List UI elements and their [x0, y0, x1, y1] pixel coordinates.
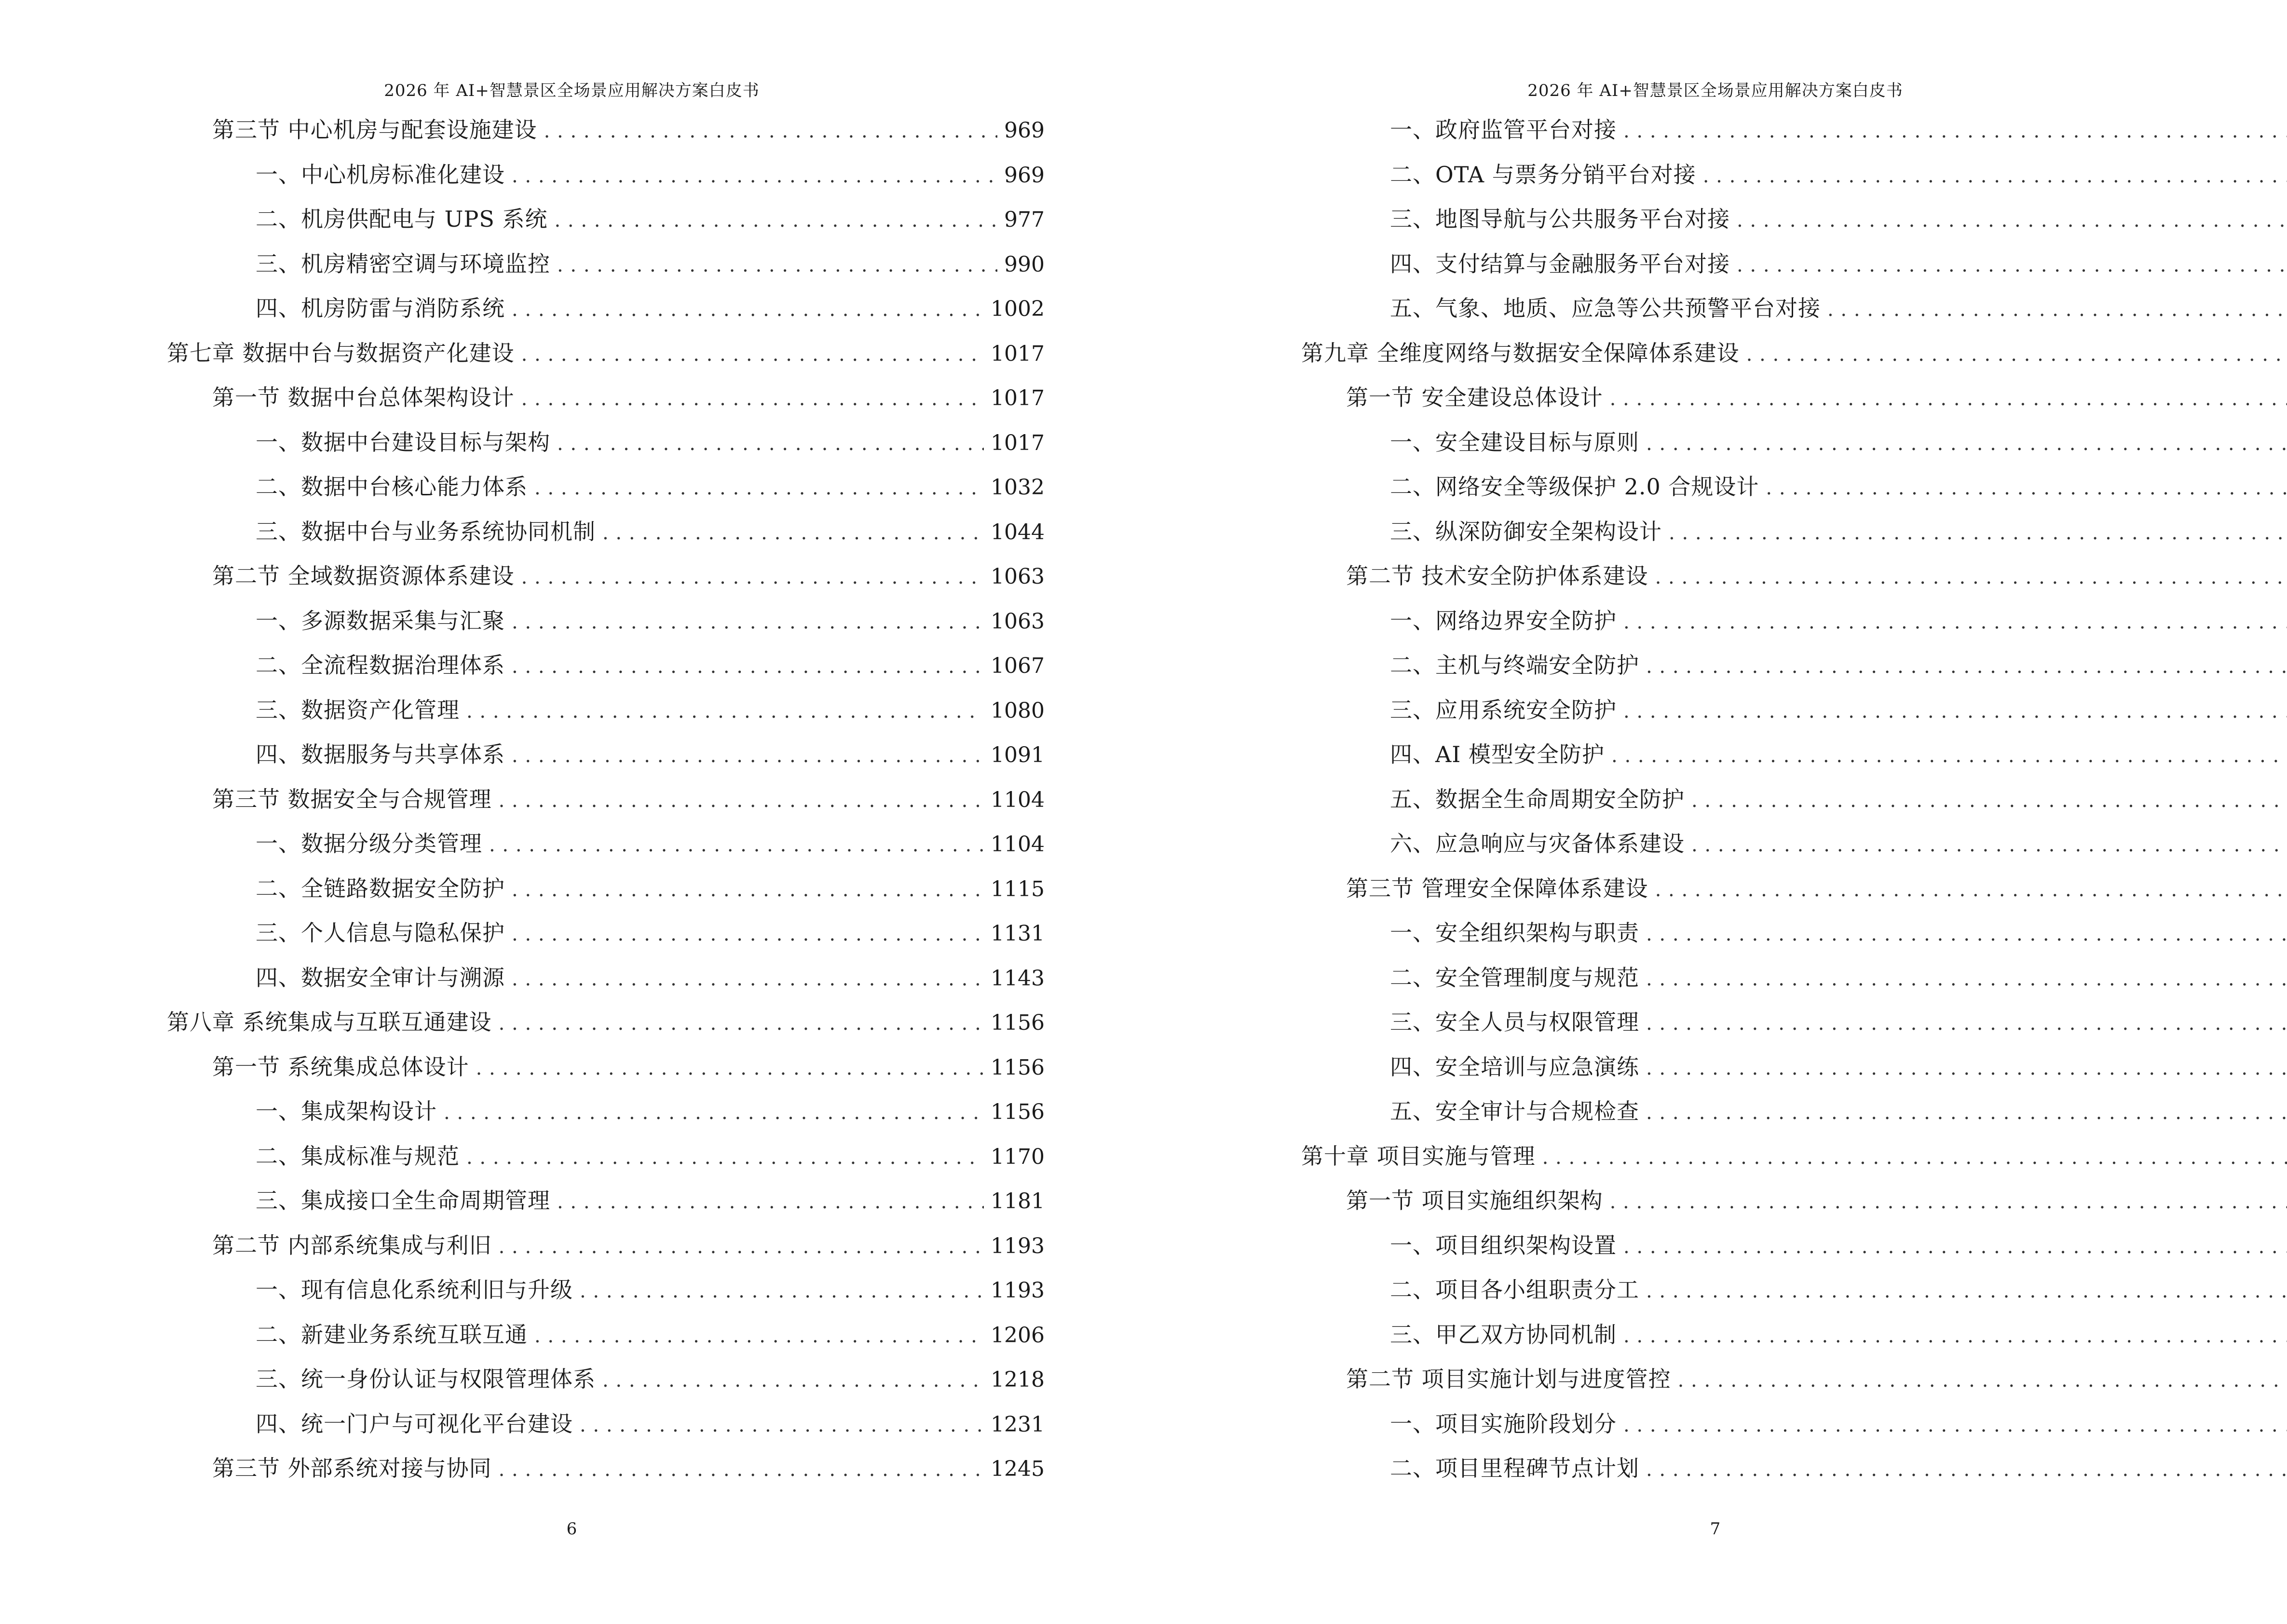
dot-leader: [1623, 1230, 2287, 1264]
toc-entry-item[interactable]: [1390, 1318, 2287, 1351]
toc-entry-title: 二、安全管理制度与规范: [1390, 964, 1639, 991]
dot-leader: [580, 1274, 984, 1308]
toc-entry-title: 三、数据资产化管理: [256, 696, 460, 723]
toc-entry-item[interactable]: [256, 1407, 1045, 1441]
dot-leader: [499, 1453, 984, 1487]
toc-entry-item[interactable]: [256, 827, 1045, 860]
toc-entry-title: 一、项目实施阶段划分: [1390, 1410, 1617, 1437]
dot-leader: [1623, 695, 2287, 728]
toc-entry-section[interactable]: [212, 559, 1045, 593]
toc-entry-title: 第二节 项目实施计划与进度管控: [1346, 1366, 1671, 1392]
toc-entry-chapter[interactable]: [167, 336, 1045, 370]
toc-entry-title: 一、多源数据采集与汇聚: [256, 607, 505, 634]
dot-leader: [557, 248, 997, 282]
toc-entry-item[interactable]: [1390, 515, 2287, 548]
toc-entry-title: 二、全链路数据安全防护: [256, 875, 505, 901]
toc-entry-item[interactable]: [1390, 1407, 2287, 1441]
dot-leader: [444, 1096, 984, 1130]
toc-entry-title: 三、数据中台与业务系统协同机制: [256, 518, 596, 545]
toc-entry-section[interactable]: [212, 381, 1045, 414]
toc-entry-title: 一、中心机房标准化建设: [256, 161, 505, 188]
toc-entry-item[interactable]: [256, 1184, 1045, 1217]
toc-entry-page-number: 1131: [991, 921, 1045, 946]
dot-leader: [534, 471, 984, 505]
toc-entry-section[interactable]: [212, 113, 1045, 147]
toc-entry-title: 第二节 内部系统集成与利旧: [212, 1232, 492, 1258]
toc-entry-section[interactable]: [1346, 559, 2287, 593]
dot-leader: [1646, 1453, 2287, 1487]
dot-leader: [499, 1007, 984, 1040]
toc-entry-item[interactable]: [256, 291, 1045, 325]
toc-entry-section[interactable]: [1346, 381, 2287, 414]
dot-leader: [1646, 1007, 2287, 1040]
toc-entry-page-number: 1156: [991, 1055, 1045, 1080]
dot-leader: [1542, 1141, 2287, 1174]
toc-entry-title: 一、安全组织架构与职责: [1390, 920, 1639, 946]
toc-entry-title: 第七章 数据中台与数据资产化建设: [167, 340, 515, 366]
toc-entry-title: 二、新建业务系统互联互通: [256, 1321, 528, 1348]
dot-leader: [1623, 1408, 2287, 1442]
toc-entry-item[interactable]: [1390, 202, 2287, 236]
toc-entry-title: 三、甲乙双方协同机制: [1390, 1321, 1617, 1348]
dot-leader: [1610, 1185, 2287, 1219]
dot-leader: [1655, 560, 2287, 594]
right-page: [1144, 0, 2287, 1624]
page-number: 6: [566, 1519, 577, 1539]
toc-entry-item[interactable]: [256, 961, 1045, 995]
dot-leader: [466, 695, 984, 728]
dot-leader: [521, 382, 984, 416]
page-number: 7: [1710, 1519, 1721, 1539]
toc-entry-item[interactable]: [1390, 827, 2287, 860]
toc-entry-item[interactable]: [1390, 1451, 2287, 1485]
toc-entry-page-number: 1017: [991, 386, 1045, 410]
toc-entry-title: 二、项目各小组职责分工: [1390, 1277, 1639, 1303]
dot-leader: [1611, 739, 2287, 773]
toc-entry-title: 一、数据分级分类管理: [256, 831, 482, 857]
toc-entry-title: 五、气象、地质、应急等公共预警平台对接: [1390, 295, 1821, 321]
dot-leader: [512, 917, 984, 951]
toc-entry-title: 第一节 系统集成总体设计: [212, 1053, 469, 1080]
toc-entry-title: 三、应用系统安全防护: [1390, 696, 1617, 723]
toc-entry-page-number: 1104: [991, 787, 1045, 812]
toc-entry-section[interactable]: [212, 1228, 1045, 1262]
dot-leader: [1691, 828, 2287, 862]
toc-entry-title: 三、集成接口全生命周期管理: [256, 1187, 550, 1214]
toc-entry-title: 三、纵深防御安全架构设计: [1390, 518, 1662, 545]
dot-leader: [1646, 917, 2287, 951]
toc-entry-page-number: 1218: [991, 1367, 1045, 1392]
toc-entry-title: 二、数据中台核心能力体系: [256, 474, 528, 500]
toc-entry-title: 三、个人信息与隐私保护: [256, 920, 505, 946]
toc-entry-item[interactable]: [256, 1094, 1045, 1128]
dot-leader: [499, 1230, 984, 1264]
toc-entry-title: 四、统一门户与可视化平台建设: [256, 1410, 573, 1437]
dot-leader: [512, 159, 997, 193]
toc-entry-item[interactable]: [1390, 604, 2287, 638]
dot-leader: [1623, 114, 2287, 148]
toc-entry-item[interactable]: [1390, 782, 2287, 816]
toc-entry-item[interactable]: [256, 693, 1045, 727]
toc-entry-item[interactable]: [1390, 737, 2287, 771]
toc-entry-section[interactable]: [1346, 1184, 2287, 1217]
toc-entry-item[interactable]: [256, 158, 1045, 191]
toc-entry-item[interactable]: [1390, 291, 2287, 325]
toc-entry-item[interactable]: [1390, 916, 2287, 950]
dot-leader: [521, 338, 984, 371]
dot-leader: [1691, 784, 2287, 818]
toc-entry-page-number: 1017: [991, 341, 1045, 366]
toc-entry-title: 二、主机与终端安全防护: [1390, 652, 1639, 678]
toc-entry-section[interactable]: [212, 1050, 1045, 1084]
running-header: 2026 年 AI+智慧景区全场景应用解决方案白皮书: [384, 81, 760, 100]
dot-leader: [1623, 605, 2287, 639]
toc-entry-item[interactable]: [256, 648, 1045, 682]
dot-leader: [512, 605, 984, 639]
dot-leader: [1737, 204, 2287, 237]
toc-entry-page-number: 1091: [991, 743, 1045, 767]
dot-leader: [1827, 293, 2287, 327]
toc-entry-item[interactable]: [1390, 470, 2287, 504]
dot-leader: [1646, 1051, 2287, 1085]
dot-leader: [1623, 1319, 2287, 1353]
toc-entry-item[interactable]: [256, 737, 1045, 771]
running-header: 2026 年 AI+智慧景区全场景应用解决方案白皮书: [1527, 81, 1903, 100]
toc-entry-item[interactable]: [1390, 961, 2287, 995]
toc-entry-item[interactable]: [1390, 1228, 2287, 1262]
toc-entry-item[interactable]: [1390, 247, 2287, 281]
dot-leader: [534, 1319, 984, 1353]
toc-entry-item[interactable]: [256, 1273, 1045, 1307]
dot-leader: [1646, 650, 2287, 683]
toc-entry-item[interactable]: [1390, 1050, 2287, 1084]
toc-entry-title: 四、数据安全审计与溯源: [256, 964, 505, 991]
dot-leader: [1646, 962, 2287, 996]
dot-leader: [466, 1141, 984, 1174]
toc-entry-item[interactable]: [256, 1318, 1045, 1351]
toc-entry-title: 二、机房供配电与 UPS 系统: [256, 206, 548, 232]
toc-entry-page-number: 1156: [991, 1010, 1045, 1035]
toc-entry-title: 第三节 数据安全与合规管理: [212, 786, 492, 812]
toc-entry-title: 三、统一身份认证与权限管理体系: [256, 1366, 596, 1392]
toc-entry-page-number: 1143: [991, 966, 1045, 991]
toc-entry-title: 五、安全审计与合规检查: [1390, 1098, 1639, 1124]
dot-leader: [1669, 516, 2287, 550]
dot-leader: [580, 1408, 984, 1442]
dot-leader: [476, 1051, 984, 1085]
toc-entry-item[interactable]: [256, 202, 1045, 236]
toc-entry-item[interactable]: [1390, 693, 2287, 727]
toc-entry-page-number: 1017: [991, 430, 1045, 455]
toc-entry-page-number: 969: [1004, 163, 1045, 188]
toc-entry-section[interactable]: [212, 782, 1045, 816]
toc-entry-title: 五、数据全生命周期安全防护: [1390, 786, 1685, 812]
toc-entry-title: 第一节 数据中台总体架构设计: [212, 384, 515, 410]
toc-entry-item[interactable]: [1390, 648, 2287, 682]
toc-entry-page-number: 1032: [991, 475, 1045, 500]
dot-leader: [1766, 471, 2287, 505]
toc-entry-title: 一、集成架构设计: [256, 1098, 437, 1124]
toc-entry-page-number: 1104: [991, 832, 1045, 857]
toc-entry-page-number: 1181: [991, 1189, 1045, 1214]
toc-entry-title: 三、安全人员与权限管理: [1390, 1009, 1639, 1035]
toc-entry-title: 一、数据中台建设目标与架构: [256, 429, 550, 455]
toc-entry-item[interactable]: [256, 515, 1045, 548]
dot-leader: [512, 873, 984, 907]
dot-leader: [1655, 873, 2287, 907]
toc-entry-item[interactable]: [1390, 1005, 2287, 1039]
toc-entry-title: 四、安全培训与应急演练: [1390, 1053, 1639, 1080]
dot-leader: [512, 650, 984, 683]
dot-leader: [602, 516, 984, 550]
toc-entry-item[interactable]: [256, 604, 1045, 638]
toc-entry-title: 二、集成标准与规范: [256, 1143, 460, 1169]
dot-leader: [1646, 1096, 2287, 1130]
toc-entry-page-number: 990: [1004, 252, 1045, 277]
toc-entry-chapter[interactable]: [167, 1005, 1045, 1039]
toc-entry-title: 第八章 系统集成与互联互通建设: [167, 1009, 492, 1035]
toc-entry-item[interactable]: [256, 1139, 1045, 1173]
dot-leader: [1678, 1364, 2287, 1397]
toc-entry-item[interactable]: [1390, 113, 2287, 147]
dot-leader: [499, 784, 984, 818]
dot-leader: [1703, 159, 2287, 193]
dot-leader: [1646, 1274, 2287, 1308]
toc-entry-item[interactable]: [256, 916, 1045, 950]
toc-entry-page-number: 1245: [991, 1457, 1045, 1481]
toc-entry-title: 四、支付结算与金融服务平台对接: [1390, 250, 1730, 277]
toc-entry-page-number: 1067: [991, 654, 1045, 678]
toc-entry-title: 一、网络边界安全防护: [1390, 607, 1617, 634]
toc-entry-title: 第一节 安全建设总体设计: [1346, 384, 1603, 410]
toc-entry-title: 四、机房防雷与消防系统: [256, 295, 505, 321]
toc-entry-item[interactable]: [256, 1362, 1045, 1396]
dot-leader: [544, 114, 997, 148]
toc-entry-title: 第二节 全域数据资源体系建设: [212, 563, 515, 589]
dot-leader: [554, 204, 997, 237]
toc-entry-item[interactable]: [1390, 158, 2287, 191]
toc-entry-chapter[interactable]: [1301, 1139, 2287, 1173]
toc-entry-page-number: 1080: [991, 698, 1045, 723]
toc-entry-title: 第九章 全维度网络与数据安全保障体系建设: [1301, 340, 1740, 366]
dot-leader: [557, 1185, 984, 1219]
toc-entry-section[interactable]: [1346, 1362, 2287, 1396]
dot-leader: [489, 828, 984, 862]
toc-entry-chapter[interactable]: [1301, 336, 2287, 370]
toc-entry-page-number: 1044: [991, 519, 1045, 545]
toc-entry-page-number: 1231: [991, 1412, 1045, 1437]
dot-leader: [1746, 338, 2287, 371]
toc-entry-item[interactable]: [256, 872, 1045, 905]
toc-entry-item[interactable]: [256, 470, 1045, 504]
dot-leader: [1610, 382, 2287, 416]
toc-entry-title: 一、政府监管平台对接: [1390, 117, 1617, 143]
toc-entry-page-number: 1206: [991, 1323, 1045, 1348]
dot-leader: [557, 427, 984, 461]
dot-leader: [1646, 427, 2287, 461]
toc-entry-page-number: 1115: [991, 876, 1045, 901]
toc-entry-section[interactable]: [212, 1451, 1045, 1485]
toc-entry-page-number: 1002: [991, 297, 1045, 321]
dot-leader: [512, 293, 984, 327]
toc-entry-item[interactable]: [1390, 425, 2287, 459]
toc-entry-page-number: 1063: [991, 609, 1045, 634]
toc-entry-item[interactable]: [1390, 1094, 2287, 1128]
toc-entry-title: 第一节 项目实施组织架构: [1346, 1187, 1603, 1214]
toc-entry-page-number: 1193: [991, 1233, 1045, 1258]
dot-leader: [602, 1364, 984, 1397]
dot-leader: [512, 739, 984, 773]
toc-entry-title: 第三节 中心机房与配套设施建设: [212, 117, 537, 143]
toc-entry-title: 第三节 外部系统对接与协同: [212, 1455, 492, 1481]
toc-entry-title: 三、机房精密空调与环境监控: [256, 250, 550, 277]
toc-entry-item[interactable]: [256, 425, 1045, 459]
toc-entry-title: 六、应急响应与灾备体系建设: [1390, 831, 1685, 857]
toc-entry-page-number: 1193: [991, 1278, 1045, 1303]
toc-entry-title: 一、安全建设目标与原则: [1390, 429, 1639, 455]
toc-entry-title: 一、项目组织架构设置: [1390, 1232, 1617, 1258]
toc-entry-title: 第三节 管理安全保障体系建设: [1346, 875, 1648, 901]
dot-leader: [1737, 248, 2287, 282]
toc-entry-title: 第十章 项目实施与管理: [1301, 1143, 1536, 1169]
toc-entry-title: 二、OTA 与票务分销平台对接: [1390, 161, 1696, 188]
toc-entry-section[interactable]: [1346, 872, 2287, 905]
toc-entry-title: 三、地图导航与公共服务平台对接: [1390, 206, 1730, 232]
dot-leader: [521, 560, 984, 594]
dot-leader: [512, 962, 984, 996]
toc-entry-title: 四、数据服务与共享体系: [256, 741, 505, 767]
toc-entry-item[interactable]: [1390, 1273, 2287, 1307]
toc-entry-page-number: 969: [1004, 118, 1045, 143]
toc-entry-title: 二、网络安全等级保护 2.0 合规设计: [1390, 474, 1759, 500]
toc-entry-page-number: 1170: [991, 1144, 1045, 1169]
toc-entry-page-number: 977: [1004, 207, 1045, 232]
toc-entry-page-number: 1156: [991, 1100, 1045, 1124]
toc-entry-title: 一、现有信息化系统利旧与升级: [256, 1277, 573, 1303]
toc-entry-title: 二、项目里程碑节点计划: [1390, 1455, 1639, 1481]
toc-entry-title: 二、全流程数据治理体系: [256, 652, 505, 678]
toc-entry-item[interactable]: [256, 247, 1045, 281]
toc-entry-title: 第二节 技术安全防护体系建设: [1346, 563, 1648, 589]
toc-entry-title: 四、AI 模型安全防护: [1390, 741, 1605, 767]
toc-entry-page-number: 1063: [991, 564, 1045, 589]
